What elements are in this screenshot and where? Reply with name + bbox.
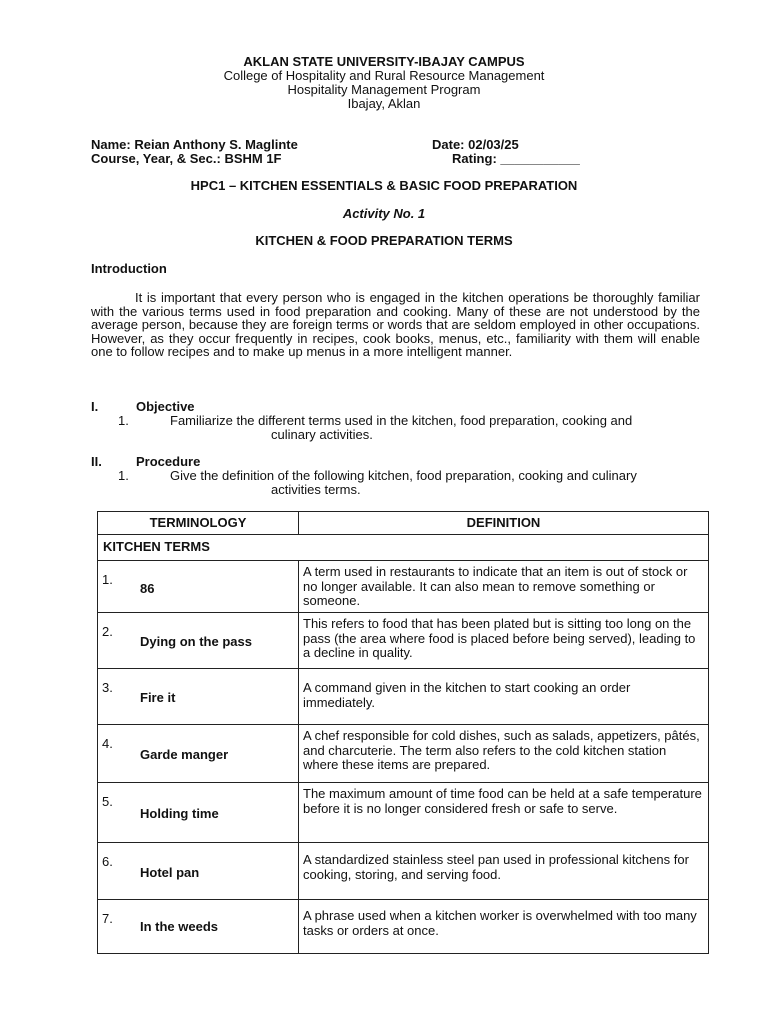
course-field: Course, Year, & Sec.: BSHM 1F [91,151,282,166]
definition-header: DEFINITION [299,512,709,535]
program-name: Hospitality Management Program [287,82,481,97]
term-cell [98,843,299,900]
table-row [98,783,709,843]
procedure-heading: Procedure [136,454,201,469]
objective-heading: Objective [136,399,195,414]
table-header-row [98,512,709,535]
table-row [98,669,709,725]
term-name: Dying on the pass [140,634,252,649]
term-name: Fire it [140,690,176,705]
rating-field: Rating: ___________ [452,151,580,166]
objective-item-line1: Familiarize the different terms used in the kitchen, food preparation, cooking and [170,413,633,428]
procedure-item-line2: activities terms. [271,482,361,497]
definition-cell: A command given in the kitchen to start cooking an order immediately. [299,669,709,725]
introduction-body: It is important that every person who is engaged in the kitchen operations be thoroughly familiar with the various terms used in food preparation and cooking. Many of these are not understood by the average person, because they are foreign terms or words that are seldom employed in other occupations. However, as they occur frequently in recipes, cook books, menus, etc., familiarity with them will enable one to follow recipes and to make up menus in a more intelligent manner. [91,290,700,360]
row-number: 3. [102,680,113,695]
kitchen-terms-section: KITCHEN TERMS [98,535,709,561]
row-number: 2. [102,624,113,639]
campus-location: Ibajay, Aklan [347,96,421,111]
activity-title: KITCHEN & FOOD PREPARATION TERMS [255,233,513,248]
definition-cell: A standardized stainless steel pan used in professional kitchens for cooking, storing, and serving food. [299,843,709,900]
row-number: 7. [102,911,113,926]
college-name: College of Hospitality and Rural Resource Management [223,68,545,83]
table-row [98,725,709,783]
definition-cell: The maximum amount of time food can be held at a safe temperature before it is no longer considered fresh or safe to serve. [299,783,709,843]
term-cell [98,725,299,783]
procedure-number: II. [91,454,102,469]
definition-cell: A chef responsible for cold dishes, such as salads, appetizers, pâtés, and charcuterie. The term also refers to the cold kitchen station where these items are prepared. [299,725,709,783]
section-row [98,535,709,561]
student-name: Name: Reian Anthony S. Maglinte [91,137,298,152]
date-field: Date: 02/03/25 [432,137,519,152]
table-row [98,613,709,669]
term-name: 86 [140,581,155,596]
activity-number: Activity No. 1 [342,206,426,221]
objective-item-number: 1. [118,413,129,428]
definition-cell: A phrase used when a kitchen worker is overwhelmed with too many tasks or orders at once. [299,900,709,954]
term-name: Garde manger [140,747,229,762]
terminology-header: TERMINOLOGY [98,512,299,535]
term-cell [98,900,299,954]
table-row [98,561,709,613]
term-name: Holding time [140,806,219,821]
procedure-item-line1: Give the definition of the following kitchen, food preparation, cooking and culinary [170,468,637,483]
objective-item-line2: culinary activities. [271,427,373,442]
term-cell [98,613,299,669]
term-name: In the weeds [140,919,219,934]
term-cell [98,561,299,613]
objective-number: I. [91,399,99,414]
course-title: HPC1 – KITCHEN ESSENTIALS & BASIC FOOD PREPARATION [190,178,578,193]
row-number: 1. [102,572,113,587]
definition-cell: A term used in restaurants to indicate that an item is out of stock or no longer available. It can also mean to remove something or someone. [299,561,709,613]
definition-cell: This refers to food that has been plated but is sitting too long on the pass (the area where food is placed before being served), leading to a decline in quality. [299,613,709,669]
row-number: 5. [102,794,113,809]
row-number: 6. [102,854,113,869]
university-name: AKLAN STATE UNIVERSITY-IBAJAY CAMPUS [243,54,525,69]
terms-table [97,511,709,954]
table-row [98,843,709,900]
term-cell [98,669,299,725]
procedure-item-number: 1. [118,468,129,483]
term-cell [98,783,299,843]
introduction-heading: Introduction [91,261,167,276]
term-name: Hotel pan [140,865,200,880]
table-row [98,900,709,954]
row-number: 4. [102,736,113,751]
